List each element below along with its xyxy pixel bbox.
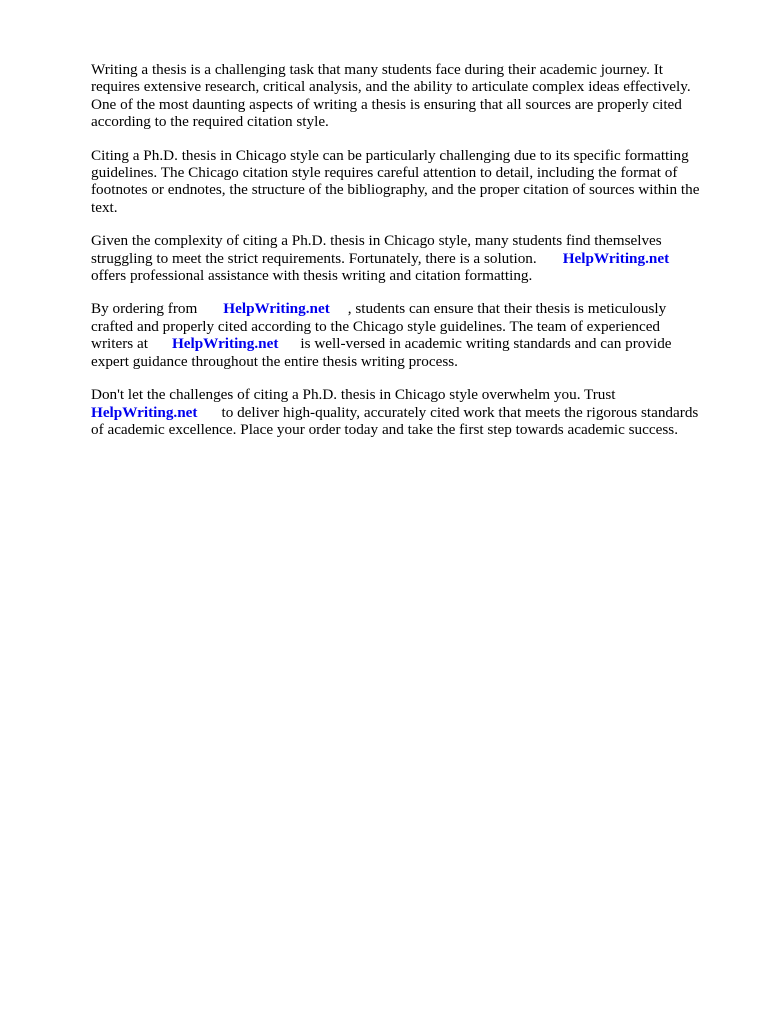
line-text: is well-versed in academic writing standards and can provide [300,335,672,353]
line-text: , students can ensure that their thesis is meticulously [347,300,667,318]
text-line: requires extensive research, critical analysis, and the ability to articulate complex ideas effectively. [91,78,691,96]
text-line: Don't let the challenges of citing a Ph.D. thesis in Chicago style overwhelm you. Trust [91,386,616,404]
line-text: writers at [91,335,148,353]
text-line: Writing a thesis is a challenging task that many students face during their academic journey. It [91,61,663,78]
text-line: Citing a Ph.D. thesis in Chicago style can be particularly challenging due to its specific formatting [91,146,689,164]
text-line: One of the most daunting aspects of writing a thesis is ensuring that all sources are properly cited [91,95,682,113]
text-line: footnotes or endnotes, the structure of the bibliography, and the proper citation of sources within the [91,181,700,199]
helpwriting-link[interactable]: HelpWriting.net [171,335,279,353]
text-line [91,404,717,421]
text-line [91,335,717,352]
paragraph-solution [91,232,717,284]
text-line: text. [91,198,118,216]
document-body [91,61,717,454]
paragraph-ordering [91,300,717,370]
helpwriting-link[interactable]: HelpWriting.net [91,403,198,421]
text-line [91,300,717,317]
text-line: Given the complexity of citing a Ph.D. thesis in Chicago style, many students find themselves [91,232,662,250]
line-text: struggling to meet the strict requirements. Fortunately, there is a solution. [91,249,537,267]
paragraph-call-to-action [91,386,717,438]
paragraph-chicago-challenge [91,147,717,217]
paragraph-intro [91,61,717,131]
text-line: of academic excellence. Place your order today and take the first step towards academic success. [91,420,678,438]
helpwriting-link[interactable]: HelpWriting.net [223,300,330,318]
line-text: By ordering from [91,300,198,318]
text-line [91,250,717,267]
text-line: expert guidance throughout the entire thesis writing process. [91,352,458,370]
text-line: according to the required citation style. [91,113,329,131]
line-text: to deliver high-quality, accurately cited work that meets the rigorous standards [221,403,699,421]
text-line: offers professional assistance with thesis writing and citation formatting. [91,267,533,285]
helpwriting-link[interactable]: HelpWriting.net [562,249,670,267]
text-line: guidelines. The Chicago citation style requires careful attention to detail, including the format of [91,164,678,182]
text-line: crafted and properly cited according to the Chicago style guidelines. The team of experienced [91,317,661,335]
